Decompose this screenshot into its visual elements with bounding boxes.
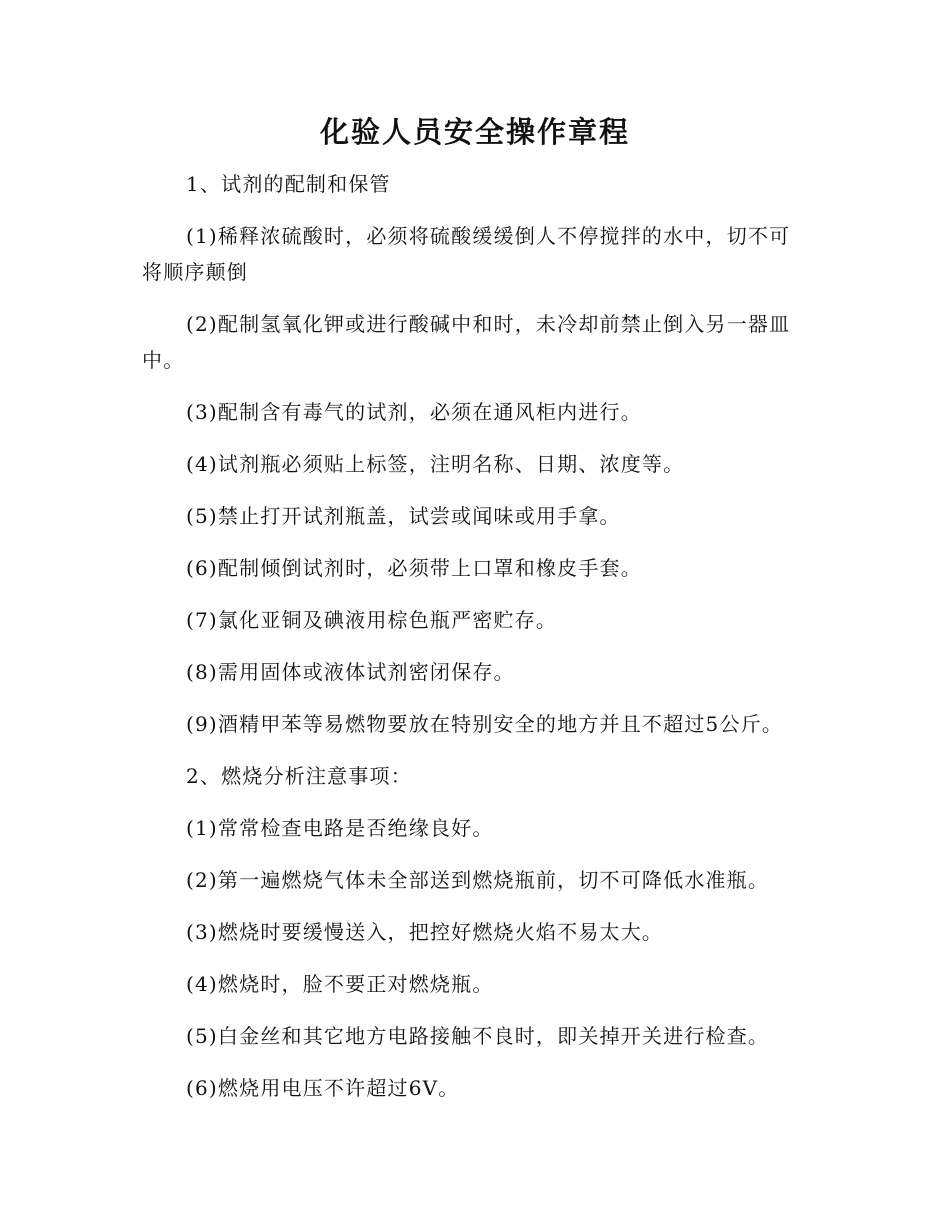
paragraph-item: (6)配制倾倒试剂时，必须带上口罩和橡皮手套。 xyxy=(186,556,642,580)
paragraph-item: (2)第一遍燃烧气体未全部送到燃烧瓶前，切不可降低水准瓶。 xyxy=(186,868,770,892)
paragraph-item: (7)氯化亚铜及碘液用棕色瓶严密贮存。 xyxy=(186,608,558,632)
paragraph-item: (4)燃烧时，脸不要正对燃烧瓶。 xyxy=(186,972,494,996)
paragraph-item: (1)常常检查电路是否绝缘良好。 xyxy=(186,816,494,840)
paragraph-item: (6)燃烧用电压不许超过6V。 xyxy=(186,1076,460,1100)
document-title: 化验人员安全操作章程 xyxy=(319,115,630,149)
paragraph-item: (5)禁止打开试剂瓶盖，试尝或闻味或用手拿。 xyxy=(186,504,621,528)
paragraph-item: (5)白金丝和其它地方电路接触不良时，即关掉开关进行检查。 xyxy=(186,1024,770,1048)
paragraph-item: (3)燃烧时要缓慢送入，把控好燃烧火焰不易太大。 xyxy=(186,920,664,944)
paragraph-item: (9)酒精甲苯等易燃物要放在特别安全的地方并且不超过5公斤。 xyxy=(186,712,784,736)
section-heading-reagents: 1、试剂的配制和保管 xyxy=(186,172,391,196)
paragraph-item: (3)配制含有毒气的试剂，必须在通风柜内进行。 xyxy=(186,400,642,424)
paragraph-item: (2)配制氢氧化钾或进行酸碱中和时，未冷却前禁止倒入另一器皿中。 xyxy=(142,312,791,372)
paragraph-item: (4)试剂瓶必须贴上标签，注明名称、日期、浓度等。 xyxy=(186,452,685,476)
section-heading-combustion: 2、燃烧分析注意事项： xyxy=(186,764,412,788)
paragraph-item: (1)稀释浓硫酸时，必须将硫酸缓缓倒人不停搅拌的水中，切不可将顺序颠倒 xyxy=(142,224,791,284)
document-body xyxy=(142,166,810,1106)
paragraph-item: (8)需用固体或液体试剂密闭保存。 xyxy=(186,660,515,684)
